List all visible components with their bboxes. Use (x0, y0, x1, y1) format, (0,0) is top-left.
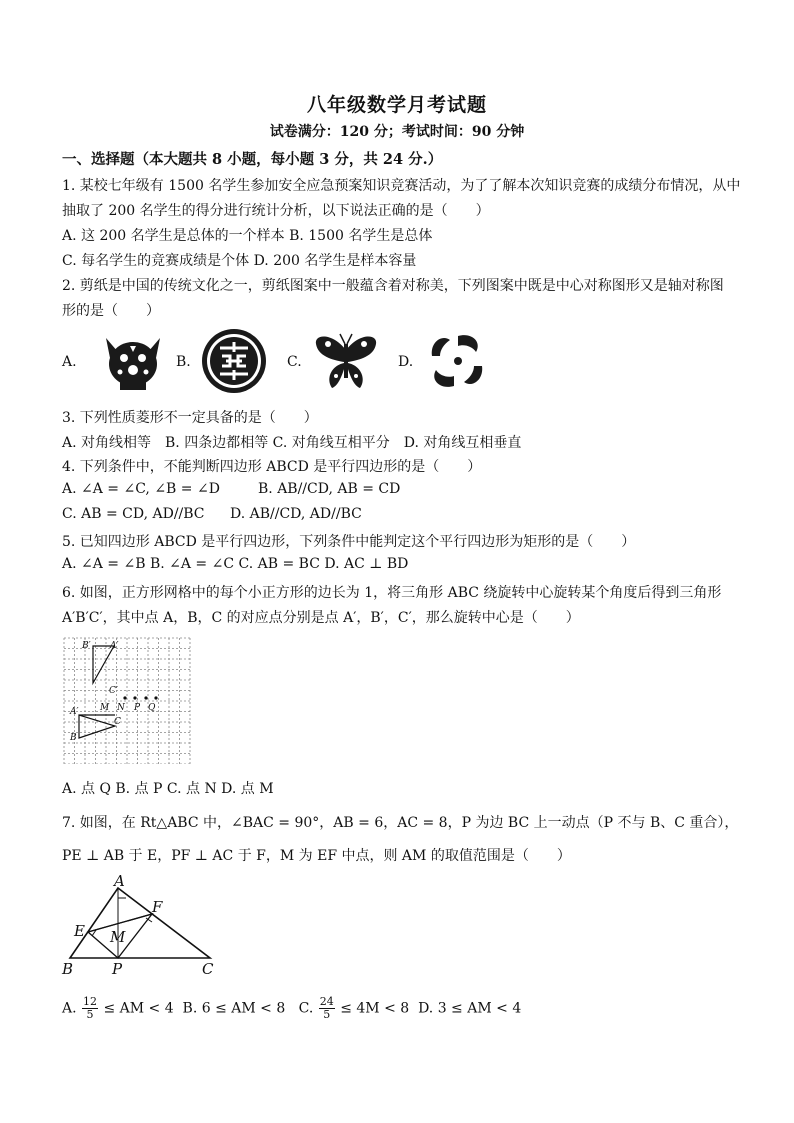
label-p: P (112, 960, 123, 978)
label-n: N (117, 703, 125, 713)
q6-stem-line2: A′B′C′，其中点 A，B，C 的对应点分别是点 A′，B′，C′，那么旋转中心是（ ） (62, 610, 580, 626)
q4-stem: 4. 下列条件中，不能判断四边形 ABCD 是平行四边形的是（ ） (62, 459, 482, 475)
q7-option-a-letter: A. (62, 1000, 77, 1017)
label-a: A (114, 874, 125, 890)
q1-options-ab: A. 这 200 名学生是总体的一个样本 B. 1500 名学生是总体 (62, 228, 433, 244)
q2-label-c: C. (287, 354, 302, 370)
section-heading: 一、选择题（本大题共 8 小题，每小题 3 分，共 24 分.） (62, 151, 443, 168)
paper-cut-a-image (100, 330, 166, 392)
q7-option-a-fraction (82, 996, 98, 1021)
label-b-prime: B′ (82, 641, 91, 651)
label-c-prime: C′ (109, 686, 118, 696)
q4-option-d: D. AB//CD, AD//BC (230, 506, 362, 522)
q2-label-d: D. (398, 354, 414, 370)
q7-option-c-letter: C. (298, 1000, 314, 1017)
q7-option-d: D. 3 ≤ AM < 4 (418, 1000, 522, 1017)
q7-triangle-figure (60, 874, 220, 978)
exam-info: 试卷满分：120 分；考试时间：90 分钟 (269, 124, 525, 140)
label-p: P (134, 703, 141, 713)
q1-options-cd: C. 每名学生的竞赛成绩是个体 D. 200 名学生是样本容量 (62, 253, 417, 269)
q7-option-a-numerator: 12 (83, 995, 98, 1008)
q7-option-c-denominator: 5 (323, 1008, 331, 1021)
label-q: Q (148, 703, 156, 713)
q2-stem-line2: 形的是（ ） (62, 303, 160, 319)
q7-stem-line1: 7. 如图，在 Rt△ABC 中，∠BAC = 90°，AB = 6，AC = 8，P 为边 BC 上一动点（P 不与 B、C 重合）， (62, 815, 739, 831)
paper-cut-c-butterfly-image (312, 330, 380, 392)
q3-stem: 3. 下列性质菱形不一定具备的是（ ） (62, 410, 318, 426)
q7-option-b: B. 6 ≤ AM < 8 (182, 1000, 286, 1017)
q3-options: A. 对角线相等 B. 四条边都相等 C. 对角线互相平分 D. 对角线互相垂直 (62, 435, 522, 451)
q4-option-b: B. AB//CD, AB = CD (258, 481, 401, 497)
q7-option-c-fraction (319, 996, 335, 1021)
label-a-prime-top: A′ (110, 641, 119, 651)
label-f: F (152, 898, 163, 916)
q2-stem-line1: 2. 剪纸是中国的传统文化之一，剪纸图案中一般蕴含着对称美，下列图案中既是中心对称图形又是轴对称图 (62, 278, 724, 294)
q2-label-a: A. (62, 354, 77, 370)
label-b: B (62, 960, 74, 978)
q7-stem-line2: PE ⊥ AB 于 E，PF ⊥ AC 于 F，M 为 EF 中点，则 AM 的取值范围是（ ） (62, 848, 571, 864)
q7-option-a-range: ≤ AM < 4 (103, 1000, 174, 1017)
q6-stem-line1: 6. 如图，正方形网格中的每个小正方形的边长为 1，将三角形 ABC 绕旋转中心旋转某个角度后得到三角形 (62, 585, 722, 601)
q4-option-c: C. AB = CD, AD//BC (62, 506, 205, 522)
q7-option-a-denominator: 5 (86, 1008, 94, 1021)
q6-grid-figure (62, 636, 192, 764)
label-b: B (70, 733, 77, 743)
q6-options: A. 点 Q B. 点 P C. 点 N D. 点 M (62, 781, 274, 797)
triangle-abc (79, 715, 115, 738)
triangle-a-prime-b-prime-c-prime (93, 646, 114, 683)
label-c: C (114, 717, 121, 727)
q7-option-c-numerator: 24 (319, 995, 334, 1008)
label-m: M (100, 703, 110, 713)
q5-options: A. ∠A = ∠B B. ∠A = ∠C C. AB = BC D. AC ⊥ BD (62, 556, 409, 572)
q7-options (62, 996, 521, 1021)
page-title: 八年级数学月考试题 (306, 94, 487, 116)
paper-cut-d-pinwheel-image (424, 328, 492, 394)
q1-stem-line1: 1. 某校七年级有 1500 名学生参加安全应急预案知识竞赛活动，为了了解本次知识竞赛的成绩分布情况，从中 (62, 178, 741, 194)
label-m: M (110, 928, 126, 946)
label-e: E (74, 922, 85, 940)
label-a-prime-left: A′ (70, 707, 79, 717)
paper-cut-b-image (200, 328, 268, 394)
q5-stem: 5. 已知四边形 ABCD 是平行四边形，下列条件中能判定这个平行四边形为矩形的是（ ） (62, 534, 636, 550)
q1-stem-line2: 抽取了 200 名学生的得分进行统计分析，以下说法正确的是（ ） (62, 203, 490, 219)
q4-option-a: A. ∠A = ∠C, ∠B = ∠D (62, 481, 220, 497)
q2-label-b: B. (176, 354, 191, 370)
label-c: C (202, 960, 214, 978)
q7-option-c-range: ≤ 4M < 8 (340, 1000, 410, 1017)
